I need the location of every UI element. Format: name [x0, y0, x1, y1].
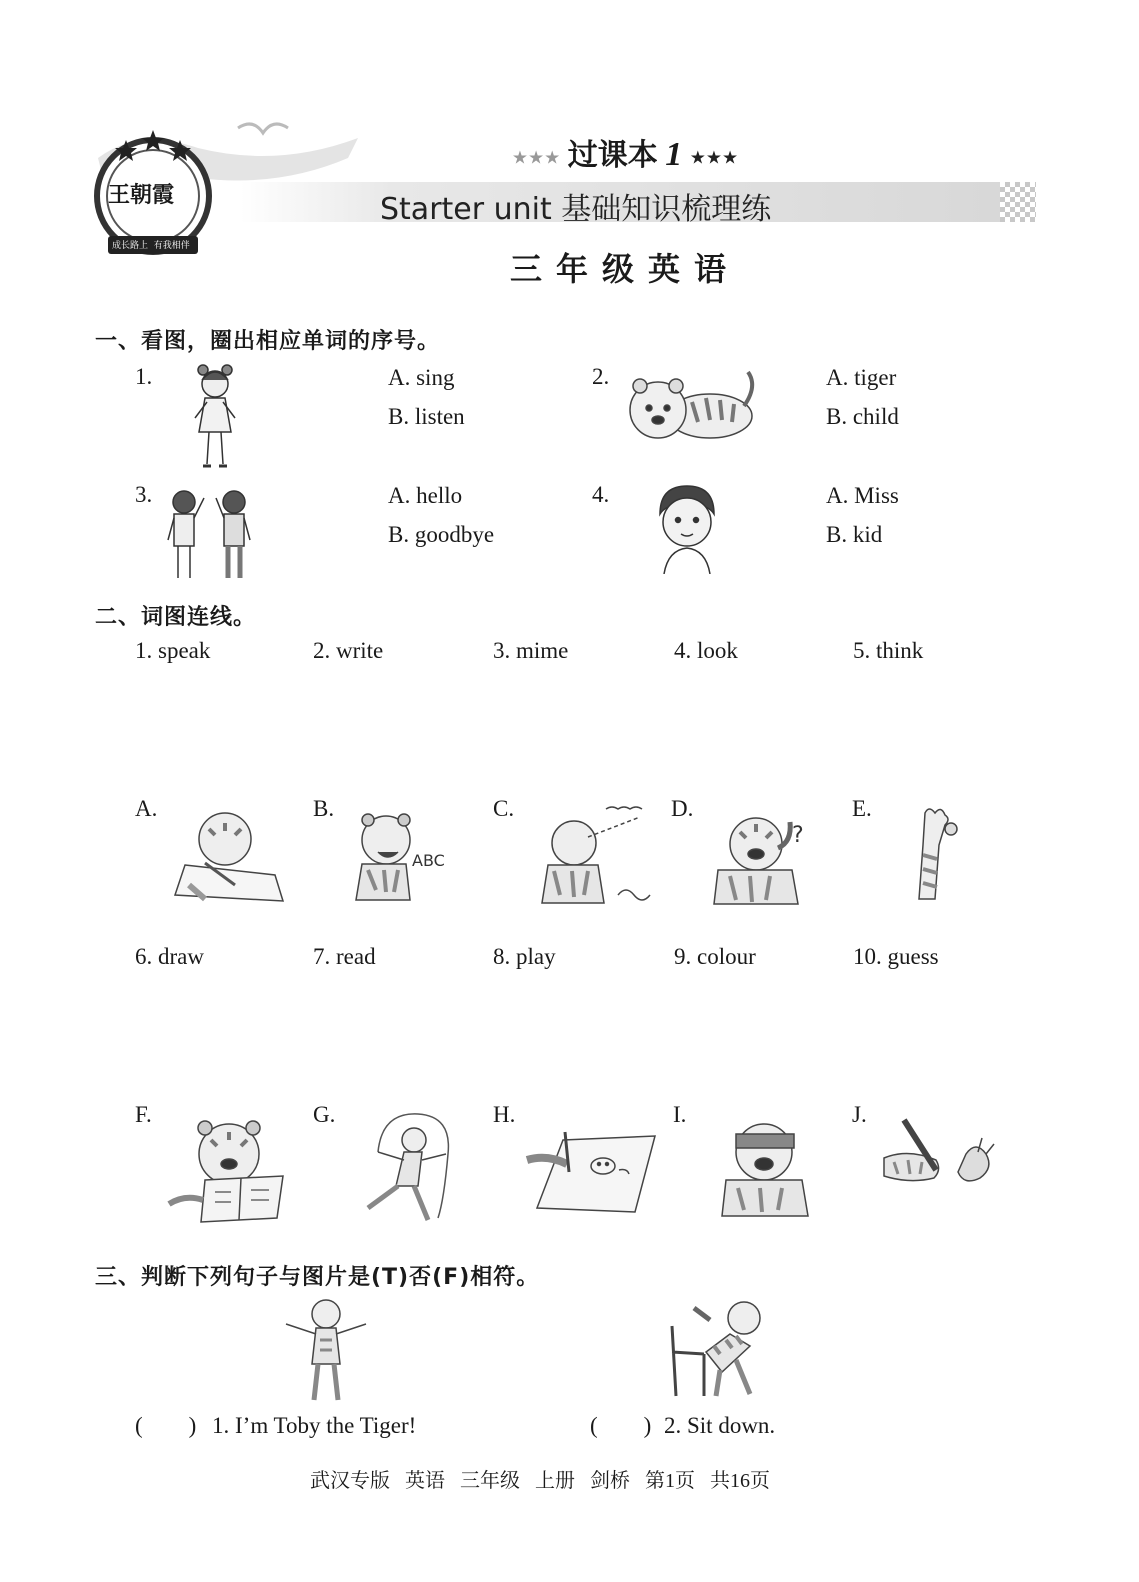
logo-text: 王朝霞 — [108, 182, 175, 207]
tiger-speaking-picture — [348, 810, 453, 902]
judge-sentence: 2. Sit down. — [664, 1413, 776, 1438]
tiger-lying-picture — [622, 366, 757, 446]
match-word: 6. draw — [135, 944, 204, 969]
picture-letter: A. — [135, 796, 158, 821]
tiger-looking-picture — [528, 803, 658, 908]
two-children-waving-picture — [160, 484, 260, 584]
tiger-thinking-picture — [708, 808, 813, 906]
banner-decoration — [1000, 182, 1036, 222]
picture-letter: J. — [852, 1102, 867, 1127]
question-caption: ? — [792, 823, 804, 848]
item-number: 3. — [135, 482, 153, 507]
match-word: 4. look — [674, 638, 738, 663]
option-b: B. goodbye — [388, 522, 495, 547]
section2-heading: 二、词图连线。 — [95, 605, 257, 630]
picture-letter: F. — [135, 1102, 152, 1127]
tiger-reading-picture — [165, 1118, 290, 1223]
item-number: 4. — [592, 482, 610, 507]
option-b: B. listen — [388, 404, 465, 429]
girl-singing-picture — [185, 362, 245, 472]
picture-letter: D. — [671, 796, 694, 821]
option-b: B. kid — [826, 522, 883, 547]
match-word: 7. read — [313, 944, 376, 969]
picture-letter: H. — [493, 1102, 516, 1127]
match-word: 9. colour — [674, 944, 756, 969]
tiger-sitting-picture — [664, 1296, 774, 1400]
tiger-blindfold-picture — [716, 1118, 814, 1218]
item-number: 2. — [592, 364, 610, 389]
grade-title: 三年级英语 — [509, 251, 740, 287]
tiger-drawing-picture — [523, 1130, 658, 1215]
picture-letter: E. — [852, 796, 872, 821]
option-a: A. Miss — [826, 483, 899, 508]
match-word: 3. mime — [493, 638, 569, 663]
option-a: A. tiger — [826, 365, 897, 390]
option-a: A. hello — [388, 483, 463, 508]
answer-paren[interactable]: ( ) — [135, 1413, 197, 1438]
tiger-writing-picture — [165, 805, 290, 910]
star-icon: ★★★ — [689, 147, 739, 168]
tiger-arm-picture — [905, 805, 965, 900]
series-number: 1 — [665, 136, 683, 173]
tiger-jump-rope-picture — [348, 1112, 458, 1224]
logo-slogan: 成长路上 有我相伴 — [112, 241, 190, 251]
boy-portrait-picture — [652, 484, 722, 574]
option-a: A. sing — [388, 365, 455, 390]
match-word: 5. think — [853, 638, 924, 663]
picture-letter: G. — [313, 1102, 336, 1127]
picture-letter: I. — [673, 1102, 687, 1127]
section1-heading: 一、看图，圈出相应单词的序号。 — [95, 329, 441, 354]
item-number: 1. — [135, 364, 153, 389]
answer-paren[interactable]: ( ) — [590, 1413, 652, 1438]
speech-caption: ABC — [412, 851, 445, 870]
series-title — [500, 130, 750, 174]
match-word: 8. play — [493, 944, 556, 969]
match-word: 10. guess — [853, 944, 939, 969]
section3-heading: 三、判断下列句子与图片是(T)否(F)相符。 — [95, 1265, 540, 1290]
star-icon: ★★★ — [511, 147, 561, 168]
series-title-text: 过课本 — [567, 139, 658, 172]
match-word: 1. speak — [135, 638, 211, 663]
judge-sentence: 1. I’m Toby the Tiger! — [212, 1413, 417, 1438]
picture-letter: C. — [493, 796, 515, 821]
picture-letter: B. — [313, 796, 335, 821]
option-b: B. child — [826, 404, 899, 429]
tiger-standing-picture — [280, 1294, 372, 1406]
page-footer: 武汉专版 英语 三年级 上册 剑桥 第1页 共16页 — [310, 1470, 770, 1492]
banner-title: Starter unit 基础知识梳理练 — [380, 192, 772, 227]
hand-colouring-picture — [882, 1114, 1002, 1204]
match-word: 2. write — [313, 638, 384, 663]
